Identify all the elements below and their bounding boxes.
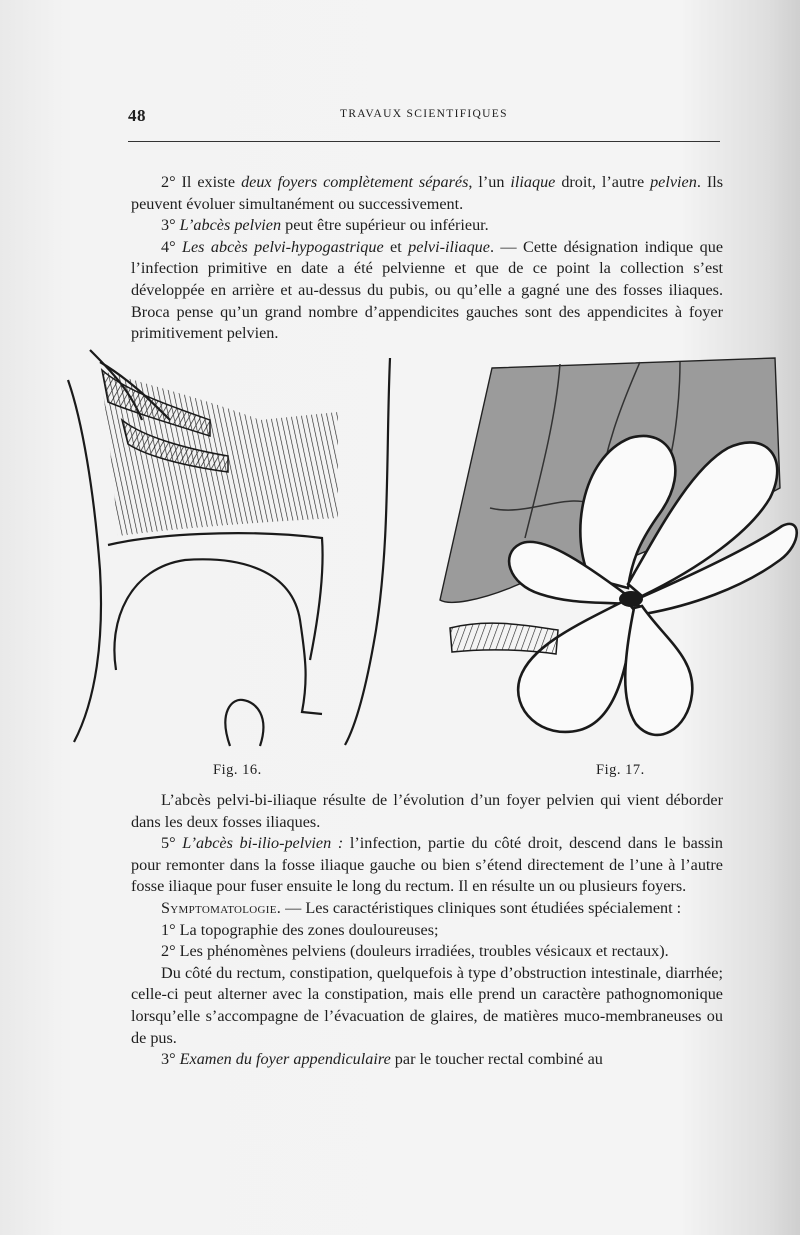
- text-run: 4°: [161, 237, 182, 256]
- paragraph: Du côté du rectum, constipation, quelquefois à type d’obstruction intestinale, diarrhée; celle-ci peut alterner avec la constipation, mais elle prend un caractère pathognomonique lorsqu’elle s’accompagne de l’évacuation de glaires, de matières muco-membraneuses ou de pus.: [131, 963, 723, 1047]
- text-run: l’infection, partie du côté droit, descend dans le bassin pour remonter dans la fosse iliaque gauche ou bien s’étend directement de l’une à l’autre fosse iliaque pour fuser ensuite le long du rectum. Il en résulte un ou plusieurs foyers.: [131, 834, 724, 896]
- page-header: [128, 100, 720, 130]
- italic-run: Examen du foyer appendiculaire: [179, 1050, 391, 1069]
- section-heading: Symptomatologie.: [161, 898, 282, 917]
- header-rule: [128, 141, 720, 142]
- text-run: — Les caractéristiques cliniques sont étudiées spécialement :: [281, 898, 682, 917]
- paragraph: [131, 833, 723, 898]
- figure-16-caption: Fig. 16.: [213, 762, 262, 778]
- paragraph: 1° La topographie des zones douloureuses;: [161, 920, 439, 939]
- text-block-top: [131, 172, 723, 345]
- figure-17-illustration: [430, 338, 800, 750]
- running-title: TRAVAUX SCIENTIFIQUES: [340, 108, 508, 120]
- italic-run: L’abcès pelvien: [179, 216, 282, 235]
- paragraph: [131, 237, 723, 345]
- italic-run: pelvi-iliaque: [408, 237, 490, 256]
- text-run: peut être supérieur ou inférieur.: [281, 216, 489, 235]
- italic-run: deux foyers complètement séparés: [241, 173, 469, 191]
- paragraph: [131, 1049, 723, 1070]
- paragraph: [131, 172, 723, 215]
- loop-knot: [619, 591, 643, 607]
- figure-16-illustration: [60, 340, 405, 750]
- text-run: et: [383, 237, 409, 256]
- text-run: , l’un: [468, 173, 511, 191]
- text-run: . Ils peuvent évoluer simultanément ou successivement.: [131, 173, 724, 213]
- italic-run: pelvien: [650, 173, 697, 191]
- text-run: . — Cette désignation indique que l’infection primitive en date a été pelvienne et que de ce point la collection s’est développée en arrière et au-dessus du pubis, ou qu’elle a gagné une des fosses iliaques. Broca pense qu’un grand nombre d’appendicites gauches sont des appendicites à foyer primitivement pelvien.: [131, 237, 723, 343]
- paragraph: [131, 898, 723, 920]
- text-run: droit, l’autre: [555, 173, 651, 191]
- italic-run: L’abcès bi-ilio-pelvien :: [182, 834, 344, 853]
- text-run: par le toucher rectal combiné au: [390, 1050, 603, 1069]
- text-run: 3°: [161, 1050, 180, 1069]
- text-block-bottom: [131, 790, 723, 1070]
- italic-run: Les abcès pelvi-hypogastrique: [181, 237, 384, 256]
- paragraph: 2° Les phénomènes pelviens (douleurs irradiées, troubles vésicaux et rectaux).: [161, 942, 669, 961]
- page-number: 48: [128, 106, 146, 125]
- paragraph: [131, 215, 723, 237]
- figure-17-caption: Fig. 17.: [596, 762, 645, 778]
- paragraph: L’abcès pelvi-bi-iliaque résulte de l’évolution d’un foyer pelvien qui vient déborder dans les deux fosses iliaques.: [131, 791, 723, 831]
- italic-run: iliaque: [510, 173, 556, 191]
- text-run: 3°: [161, 216, 180, 235]
- text-run: 5°: [161, 834, 183, 853]
- text-run: 2° Il existe: [161, 173, 242, 191]
